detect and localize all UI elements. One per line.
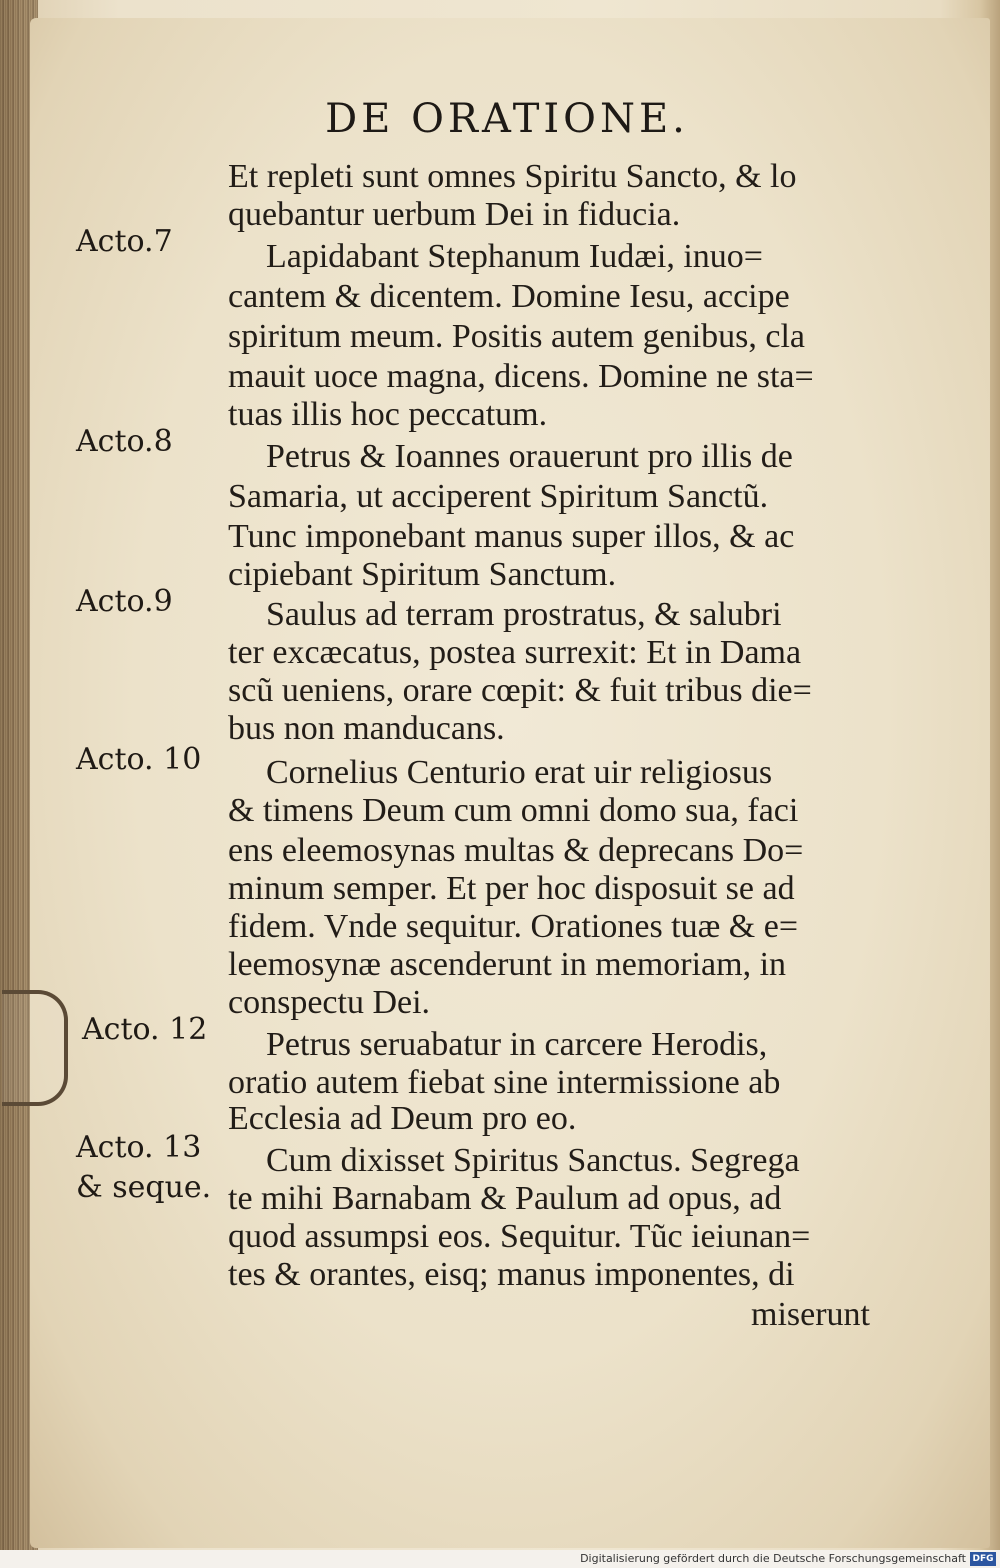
text-line: quod assumpsi eos. Sequitur. Tũc ieiunan= (228, 1218, 811, 1255)
margin-note-acto-9: Acto.9 (76, 584, 173, 619)
text-line: ens eleemosynas multas & deprecans Do= (228, 832, 804, 869)
text-line: fidem. Vnde sequitur. Orationes tuæ & e= (228, 908, 799, 945)
text-line: mauit uoce magna, dicens. Domine ne sta= (228, 358, 814, 395)
text-line: Samaria, ut acciperent Spiritum Sanctũ. (228, 478, 769, 515)
text-line: cipiebant Spiritum Sanctum. (228, 556, 617, 593)
text-line: Petrus & Ioannes orauerunt pro illis de (266, 438, 793, 475)
text-line: cantem & dicentem. Domine Iesu, accipe (228, 278, 790, 315)
text-line: & timens Deum cum omni domo sua, faci (228, 792, 799, 829)
text-line: tuas illis hoc peccatum. (228, 396, 548, 433)
margin-note-acto-8: Acto.8 (76, 424, 173, 459)
text-line: spiritum meum. Positis autem genibus, cla (228, 318, 806, 355)
catchword: miserunt (751, 1296, 870, 1333)
text-line: Cum dixisset Spiritus Sanctus. Segrega (266, 1142, 800, 1179)
margin-note-acto-13: Acto. 13 (76, 1130, 202, 1165)
margin-note-acto-7: Acto.7 (76, 224, 173, 259)
margin-note-acto-10: Acto. 10 (76, 742, 202, 777)
text-line: Saulus ad terram prostratus, & salubri (266, 596, 782, 633)
text-line: Lapidabant Stephanum Iudæi, inuo= (266, 238, 763, 275)
text-line: bus non manducans. (228, 710, 505, 747)
page-clip (2, 990, 68, 1106)
text-line: Petrus seruabatur in carcere Herodis, (266, 1026, 768, 1063)
text-line: scũ ueniens, orare cœpit: & fuit tribus die= (228, 672, 812, 709)
text-line: Ecclesia ad Deum pro eo. (228, 1100, 577, 1137)
text-line: leemosynæ ascenderunt in memoriam, in (228, 946, 787, 983)
text-line: conspectu Dei. (228, 984, 431, 1021)
text-line: te mihi Barnabam & Paulum ad opus, ad (228, 1180, 782, 1217)
text-line: oratio autem fiebat sine intermissione ab (228, 1064, 781, 1101)
digitization-credit (0, 1550, 1000, 1568)
running-head: DE ORATIONE. (325, 96, 689, 142)
text-line: quebantur uerbum Dei in fiducia. (228, 196, 681, 233)
text-line: Tunc imponebant manus super illos, & ac (228, 518, 795, 555)
margin-note-acto-12: Acto. 12 (82, 1012, 208, 1047)
text-line: ter excæcatus, postea surrexit: Et in Dama (228, 634, 802, 671)
margin-note-seque: & seque. (76, 1170, 212, 1205)
text-line: minum semper. Et per hoc disposuit se ad (228, 870, 795, 907)
credit-text: Digitalisierung gefördert durch die Deutsche Forschungsgemeinschaft (580, 1552, 966, 1565)
text-line: Et repleti sunt omnes Spiritu Sancto, & lo (228, 158, 797, 195)
dfg-logo: DFG (970, 1552, 996, 1566)
text-line: Cornelius Centurio erat uir religiosus (266, 754, 773, 791)
text-line: tes & orantes, eisq; manus imponentes, di (228, 1256, 795, 1293)
